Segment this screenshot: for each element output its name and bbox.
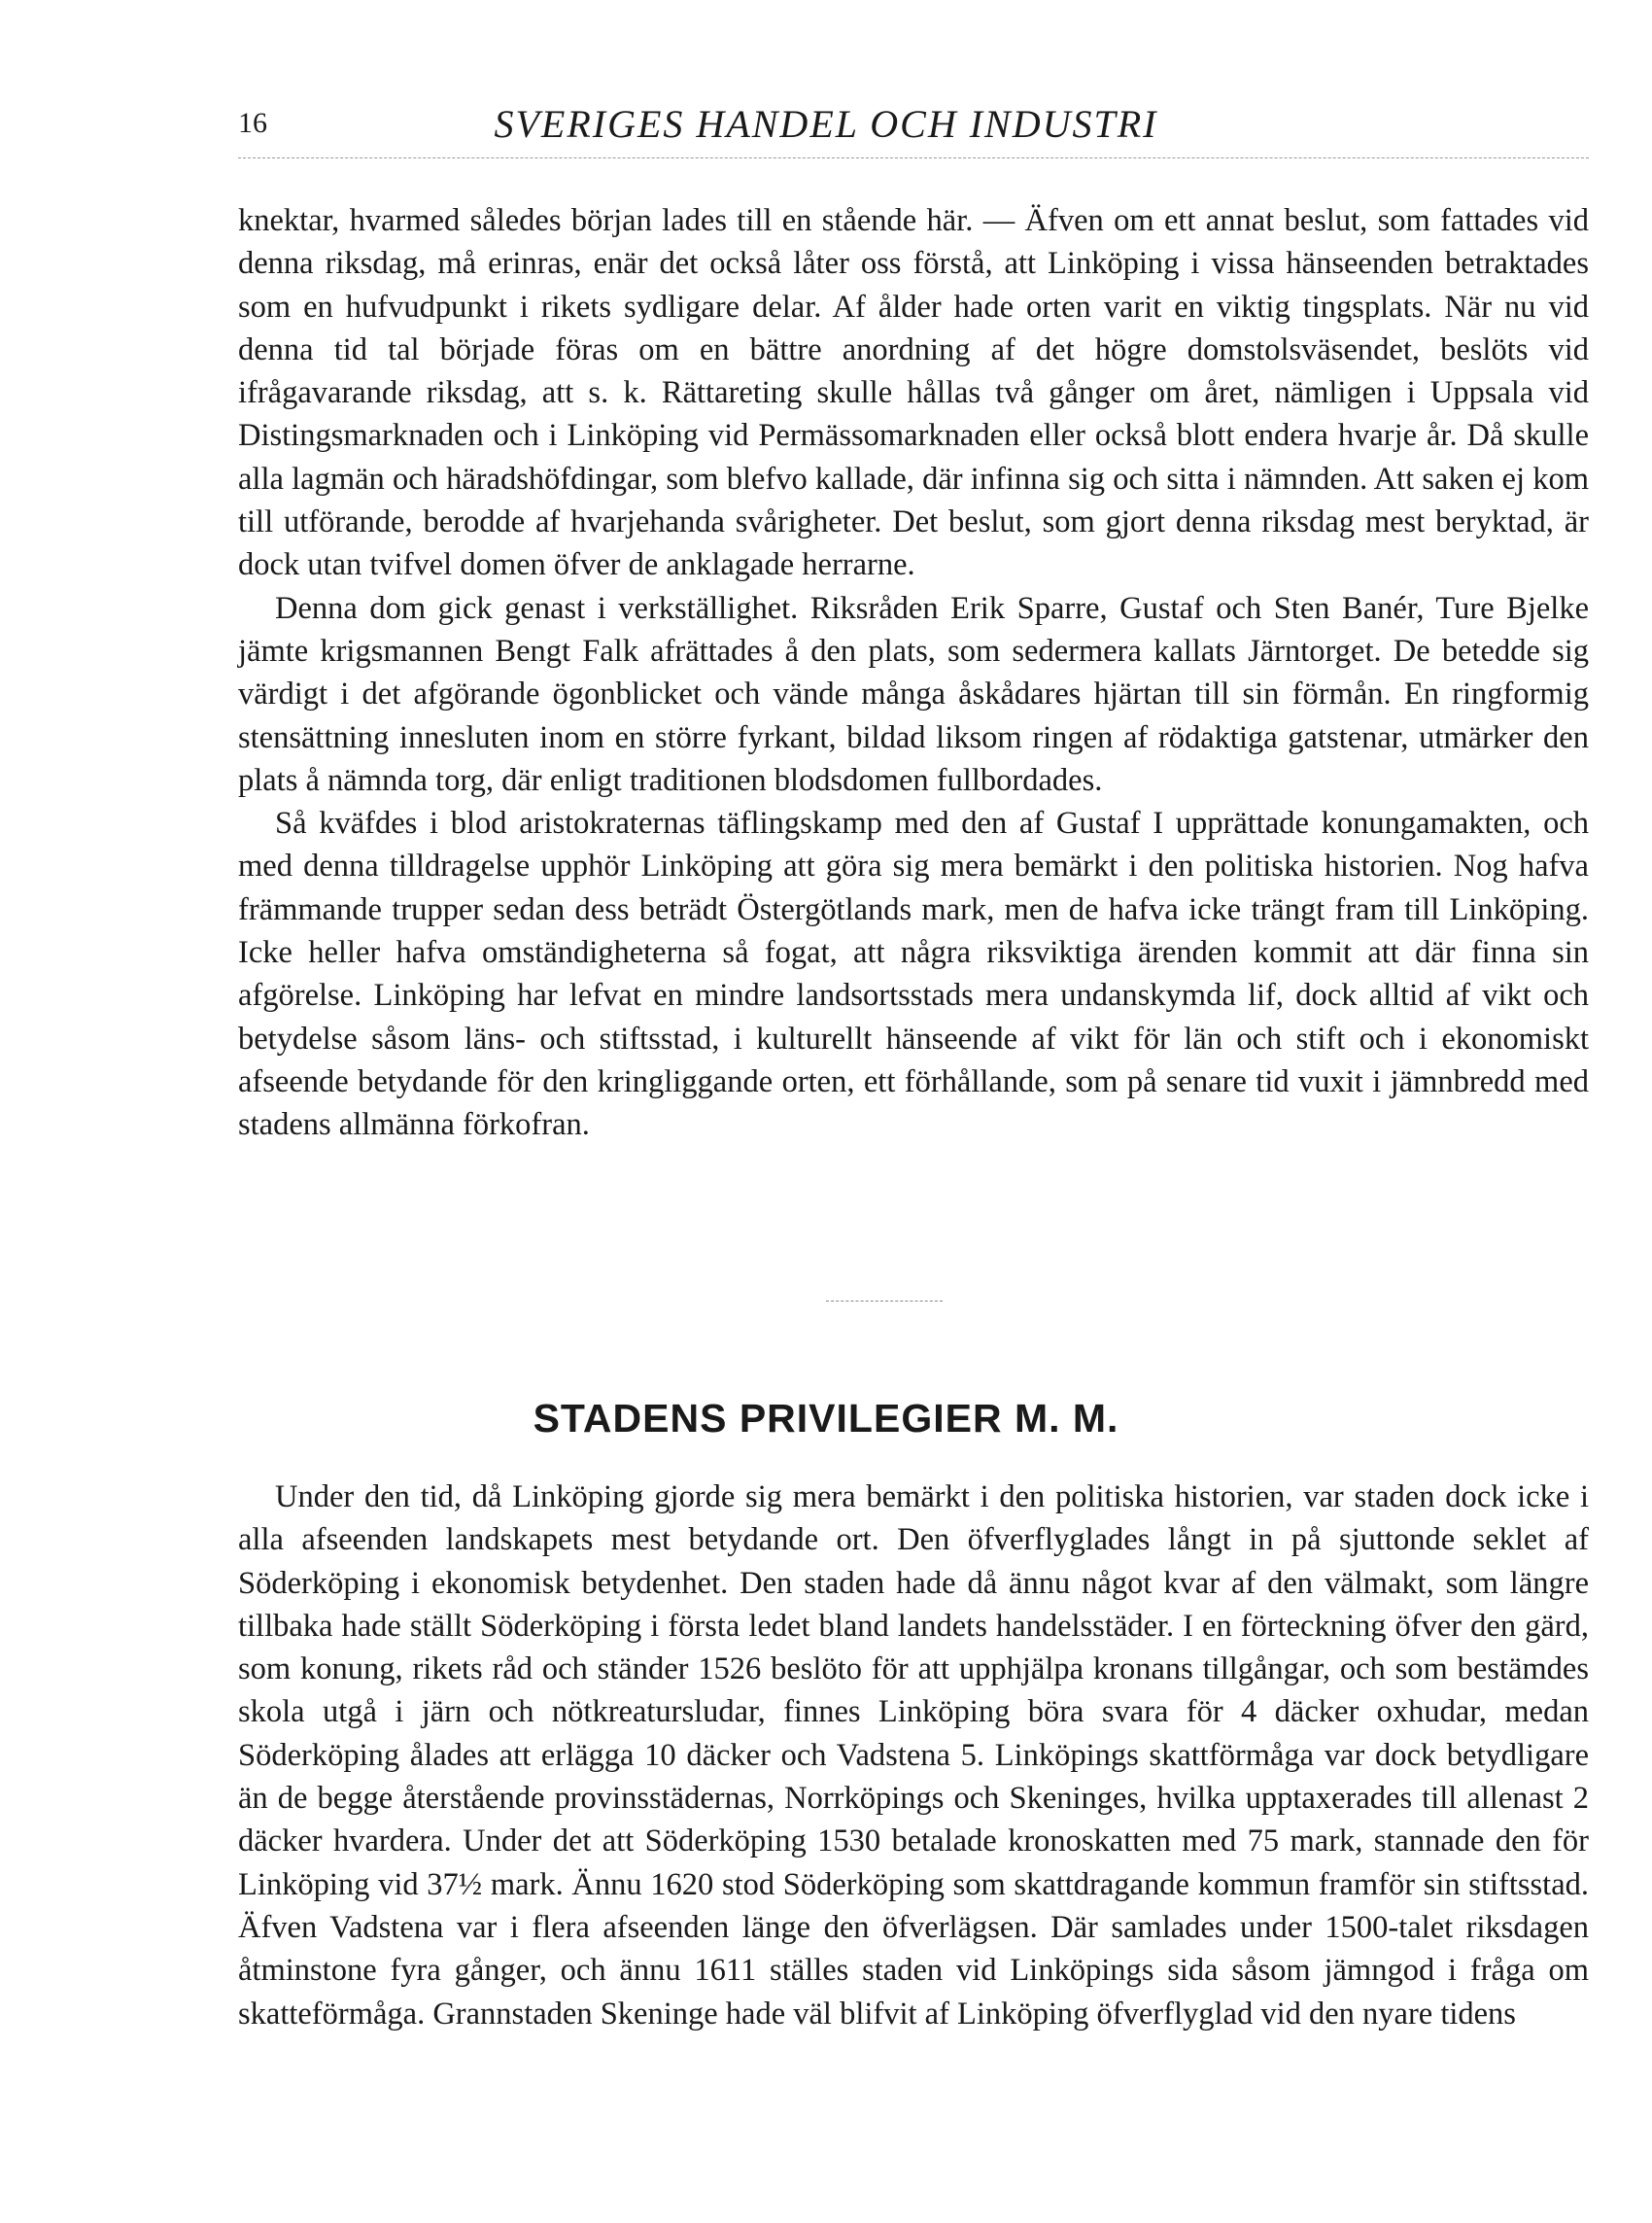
page-number: 16 <box>238 107 267 139</box>
paragraph: Denna dom gick genast i verkställighet. Riksråden Erik Sparre, Gustaf och Sten Banér, Ture Bjelke jämte krigsmannen Bengt Falk afrättades å den plats, som sedermera kallats Järntorget. De betedde sig värdigt i det afgörande ögonblicket och vände många åskådares hjärtan till sin förmån. En ringformig stensättning innesluten inom en större fyrkant, bildad liksom ringen af rödaktiga gatstenar, utmärker den plats å nämnda torg, där enligt traditionen blodsdomen fullbordades. <box>238 590 1589 798</box>
paragraph: knektar, hvarmed således början lades till en stående här. — Äfven om ett annat beslut, som fattades vid denna riksdag, må erinras, enär det också låter oss förstå, att Linköping i vissa hänseenden betraktades som en hufvudpunkt i rikets sydligare delar. Af ålder hade orten varit en viktig tingsplats. När nu vid denna tid tal började föras om en bättre anordning af det högre domstolsväsendet, beslöts vid ifrågavarande riksdag, att s. k. Rättareting skulle hållas två gånger om året, nämligen i Uppsala vid Distingsmarknaden och i Linköping vid Permässomarknaden eller också blott endera hvarje år. Då skulle alla lagmän och häradshöfdingar, som blefvo kallade, där infinna sig och sitta i nämnden. Att saken ej kom till utförande, berodde af hvarjehanda svårigheter. Det beslut, som gjort denna riksdag mest beryktad, är dock utan tvifvel domen öfver de anklagade herrarne. <box>238 203 1589 583</box>
section-heading: STADENS PRIVILEGIER M. M. <box>533 1396 1119 1441</box>
paragraph: Så kväfdes i blod aristokraternas täflingskamp med den af Gustaf I upprättade konungamakten, och med denna tilldragelse upphör Linköping att göra sig mera bemärkt i den politiska historien. Nog hafva främmande trupper sedan dess beträdt Östergötlands mark, men de hafva icke trängt fram till Linköping. Icke heller hafva omständigheterna så fogat, att några riksviktiga ärenden kommit att där finna sin afgörelse. Linköping har lefvat en mindre landsortsstads mera undanskymda lif, dock alltid af vikt och betydelse såsom läns- och stiftsstad, i kulturellt hänseende af vikt för län och stift och i ekonomiskt afseende betydande för den kringliggande orten, ett förhållande, som på senare tid vuxit i jämnbredd med stadens allmänna förkofran. <box>238 806 1589 1143</box>
header-rule <box>238 157 1589 158</box>
paragraph: Under den tid, då Linköping gjorde sig mera bemärkt i den politiska historien, var staden dock icke i alla afseenden landskapets mest betydande ort. Den öfverflyglades långt in på sjuttonde seklet af Söderköping i ekonomisk betydenhet. Den staden hade då ännu något kvar af den välmakt, som längre tillbaka hade ställt Söderköping i första ledet bland landets handelsstäder. I en förteckning öfver den gärd, som konung, rikets råd och ständer 1526 beslöto för att upphjälpa kronans tillgångar, och som bestämdes skola utgå i järn och nötkreatursludar, finnes Linköping böra svara för 4 däcker oxhudar, medan Söderköping ålades att erlägga 10 däcker och Vadstena 5. Linköpings skattförmåga var dock betydligare än de begge återstående provinsstädernas, Norrköpings och Skeninges, hvilka upptaxerades till allenast 2 däcker hvardera. Under det att Söderköping 1530 betalade kronoskatten med 75 mark, stannade den för Linköping vid 37½ mark. Ännu 1620 stod Söderköping som skattdragande kommun framför sin stiftsstad. Äfven Vadstena var i flera afseenden länge den öfverlägsen. Där samlades under 1500-talet riksdagen åtminstone fyra gånger, och ännu 1611 ställes staden vid Linköpings sida såsom jämngod i fråga om skatteförmåga. Grannstaden Skeninge hade väl blifvit af Linköping öfverflyglad vid den nyare tidens <box>238 1479 1589 2032</box>
body-text <box>238 199 1589 1147</box>
page-header <box>0 97 1652 156</box>
running-title: SVERIGES HANDEL OCH INDUSTRI <box>494 102 1158 146</box>
section-text <box>238 1476 1589 2035</box>
section-divider <box>826 1301 943 1302</box>
